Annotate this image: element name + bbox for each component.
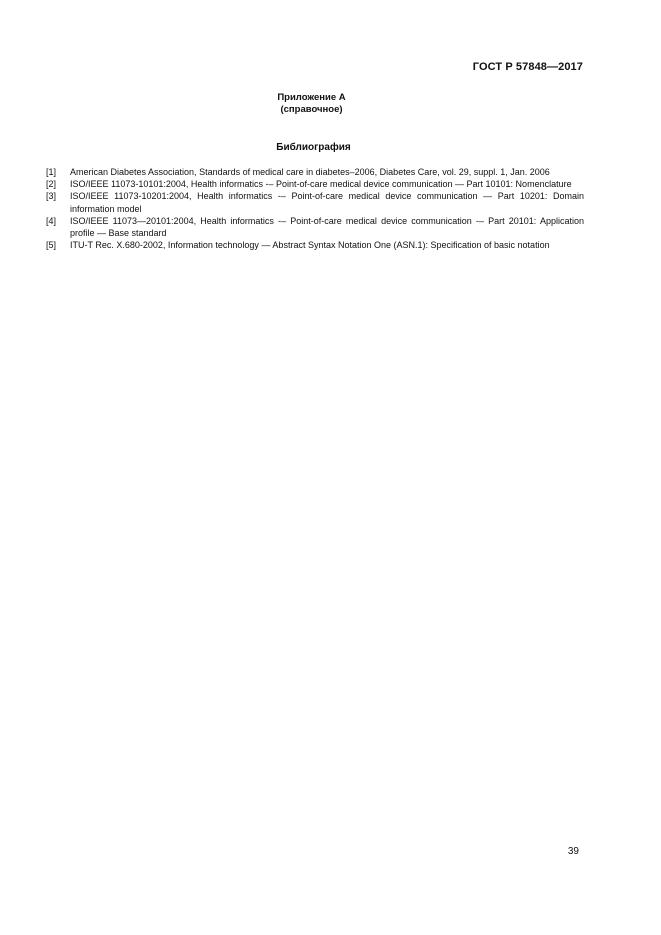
entry-text: ISO/IEEE 11073—20101:2004, Health informatics -– Point-of-care medical device communication -– Part 20101: Application profile — Base standard xyxy=(70,215,584,239)
appendix-heading xyxy=(0,92,623,116)
appendix-subtitle: (справочное) xyxy=(280,104,343,115)
bibliography-title: Библиография xyxy=(276,142,351,153)
entry-number: [2] xyxy=(46,179,57,190)
entry-number: [3] xyxy=(46,191,57,202)
bibliography-entry xyxy=(46,190,584,214)
appendix-title: Приложение А xyxy=(277,92,346,103)
entry-number: [5] xyxy=(46,240,57,251)
entry-text: ISO/IEEE 11073-10101:2004, Health informatics -– Point-of-care medical device communication — Part 10101: Nomenclature xyxy=(70,179,572,190)
bibliography-entry xyxy=(46,178,584,190)
entry-text: ISO/IEEE 11073-10201:2004, Health informatics -– Point-of-care medical device communication — Part 10201: Domain information model xyxy=(70,191,584,214)
bibliography-list xyxy=(46,166,584,251)
standard-code: ГОСТ Р 57848—2017 xyxy=(472,61,583,73)
page-number: 39 xyxy=(567,846,579,857)
entry-number: [1] xyxy=(46,167,57,177)
bibliography-entry xyxy=(46,215,584,239)
entry-text: ITU-T Rec. X.680-2002, Information technology — Abstract Syntax Notation One (ASN.1): Specification of basic notation xyxy=(70,240,550,251)
entry-text: American Diabetes Association, Standards of medical care in diabetes–2006, Diabetes Care, vol. 29, suppl. 1, Jan. 2006 xyxy=(70,167,550,177)
entry-number: [4] xyxy=(46,215,57,226)
bibliography-entry xyxy=(46,239,584,251)
bibliography-entry xyxy=(46,166,584,178)
